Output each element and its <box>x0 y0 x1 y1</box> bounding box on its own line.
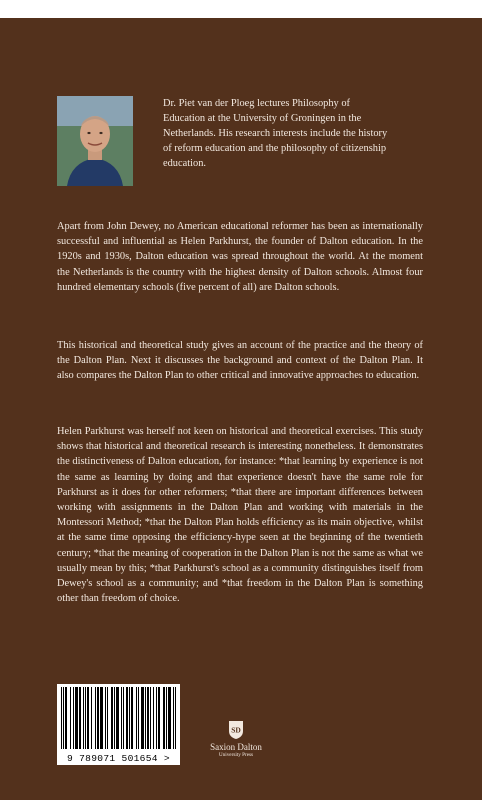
barcode-bar <box>116 687 119 749</box>
logo-mark-text: SD <box>231 725 241 735</box>
barcode-bar <box>168 687 171 749</box>
author-photo <box>57 96 133 186</box>
barcode-bar <box>147 687 149 749</box>
barcode-bar <box>166 687 167 749</box>
barcode-bar <box>123 687 124 749</box>
barcode-bar <box>85 687 86 749</box>
back-cover <box>0 18 482 800</box>
barcode-bar <box>70 687 71 749</box>
barcode-bar <box>158 687 160 749</box>
barcode-bar <box>153 687 154 749</box>
barcode-bar <box>111 687 113 749</box>
description-paragraph-1: Apart from John Dewey, no American educational reformer has been as internationally successful and influential as Helen Parkhurst, the founder of Dalton education. In the 1920s and 1930s, Dalton education was spread throughout the world. At the moment the Netherlands is the country with the highest density of Dalton schools. Almost four hundred elementary schools (five percent of all) are Dalton schools. <box>57 221 423 293</box>
barcode-bar <box>126 687 128 749</box>
shield-icon <box>227 720 245 740</box>
barcode-bar <box>156 687 157 749</box>
barcode-bar <box>91 687 92 749</box>
barcode-bar <box>114 687 115 749</box>
publisher-subtitle: University Press <box>218 752 254 758</box>
barcode-bar <box>65 687 67 749</box>
barcode-bar <box>131 687 133 749</box>
barcode-bar <box>73 687 74 749</box>
barcode-bar <box>63 687 64 749</box>
barcode-bar <box>163 687 165 749</box>
barcode-bar <box>138 687 139 749</box>
isbn-digits: 9 789071 501654 > <box>67 753 170 764</box>
barcode-bar <box>100 687 103 749</box>
publisher-logo <box>206 720 266 758</box>
barcode-bar <box>136 687 137 749</box>
barcode-bar <box>75 687 78 749</box>
barcode-bar <box>97 687 99 749</box>
isbn-barcode <box>57 684 180 765</box>
barcode-bar <box>141 687 144 749</box>
description-paragraph-3: Helen Parkhurst was herself not keen on historical and theoretical exercises. This study shows that historical and theoretical research is interesting nonetheless. It demonstrates the distinctiveness of Dalton education, for instance: *that learning by experience is not the same as learning by doing and that experience doesn't have the same role for Parkhurst as it does for other reformers; *that there are important differences between working with assignments in the Dalton Plan and working with materials in the Montessori Method; *that the Dalton Plan holds efficiency as its main objective, whilst at the same time opposing the efficiency-hype seen at the beginning of the twentieth century; *that the meaning of cooperation in the Dalton Plan is not the same as what we usually mean by this; *that Parkhurst's school as a community distinguishes itself from Dewey's school as a community; and *that freedom in the Dalton Plan is something other than freedom of choice. <box>57 426 423 605</box>
barcode-bar <box>121 687 122 749</box>
author-bio: Dr. Piet van der Ploeg lectures Philosophy of Education at the University of Groningen in the Netherlands. His research interests include the history of reform education and the philosophy of citizenship education. <box>163 98 388 169</box>
publisher-name: Saxion Dalton <box>210 742 262 752</box>
barcode-bar <box>107 687 108 749</box>
barcode-bar <box>150 687 151 749</box>
portrait-photo-icon <box>57 96 133 186</box>
barcode-bar <box>61 687 62 749</box>
barcode-bar <box>175 687 176 749</box>
barcode-bar <box>79 687 81 749</box>
description-paragraph-2: This historical and theoretical study gives an account of the practice and the theory of the Dalton Plan. Next it discusses the background and context of the Dalton Plan. It also compares the Dalton Plan to other critical and innovative approaches to education. <box>57 340 423 382</box>
barcode-bar <box>83 687 84 749</box>
barcode-bar <box>105 687 106 749</box>
barcode-bar <box>129 687 130 749</box>
barcode-bar <box>173 687 174 749</box>
barcode-bar <box>95 687 96 749</box>
barcode-bar <box>145 687 146 749</box>
barcode-bar <box>87 687 89 749</box>
barcode-bars <box>57 684 180 752</box>
